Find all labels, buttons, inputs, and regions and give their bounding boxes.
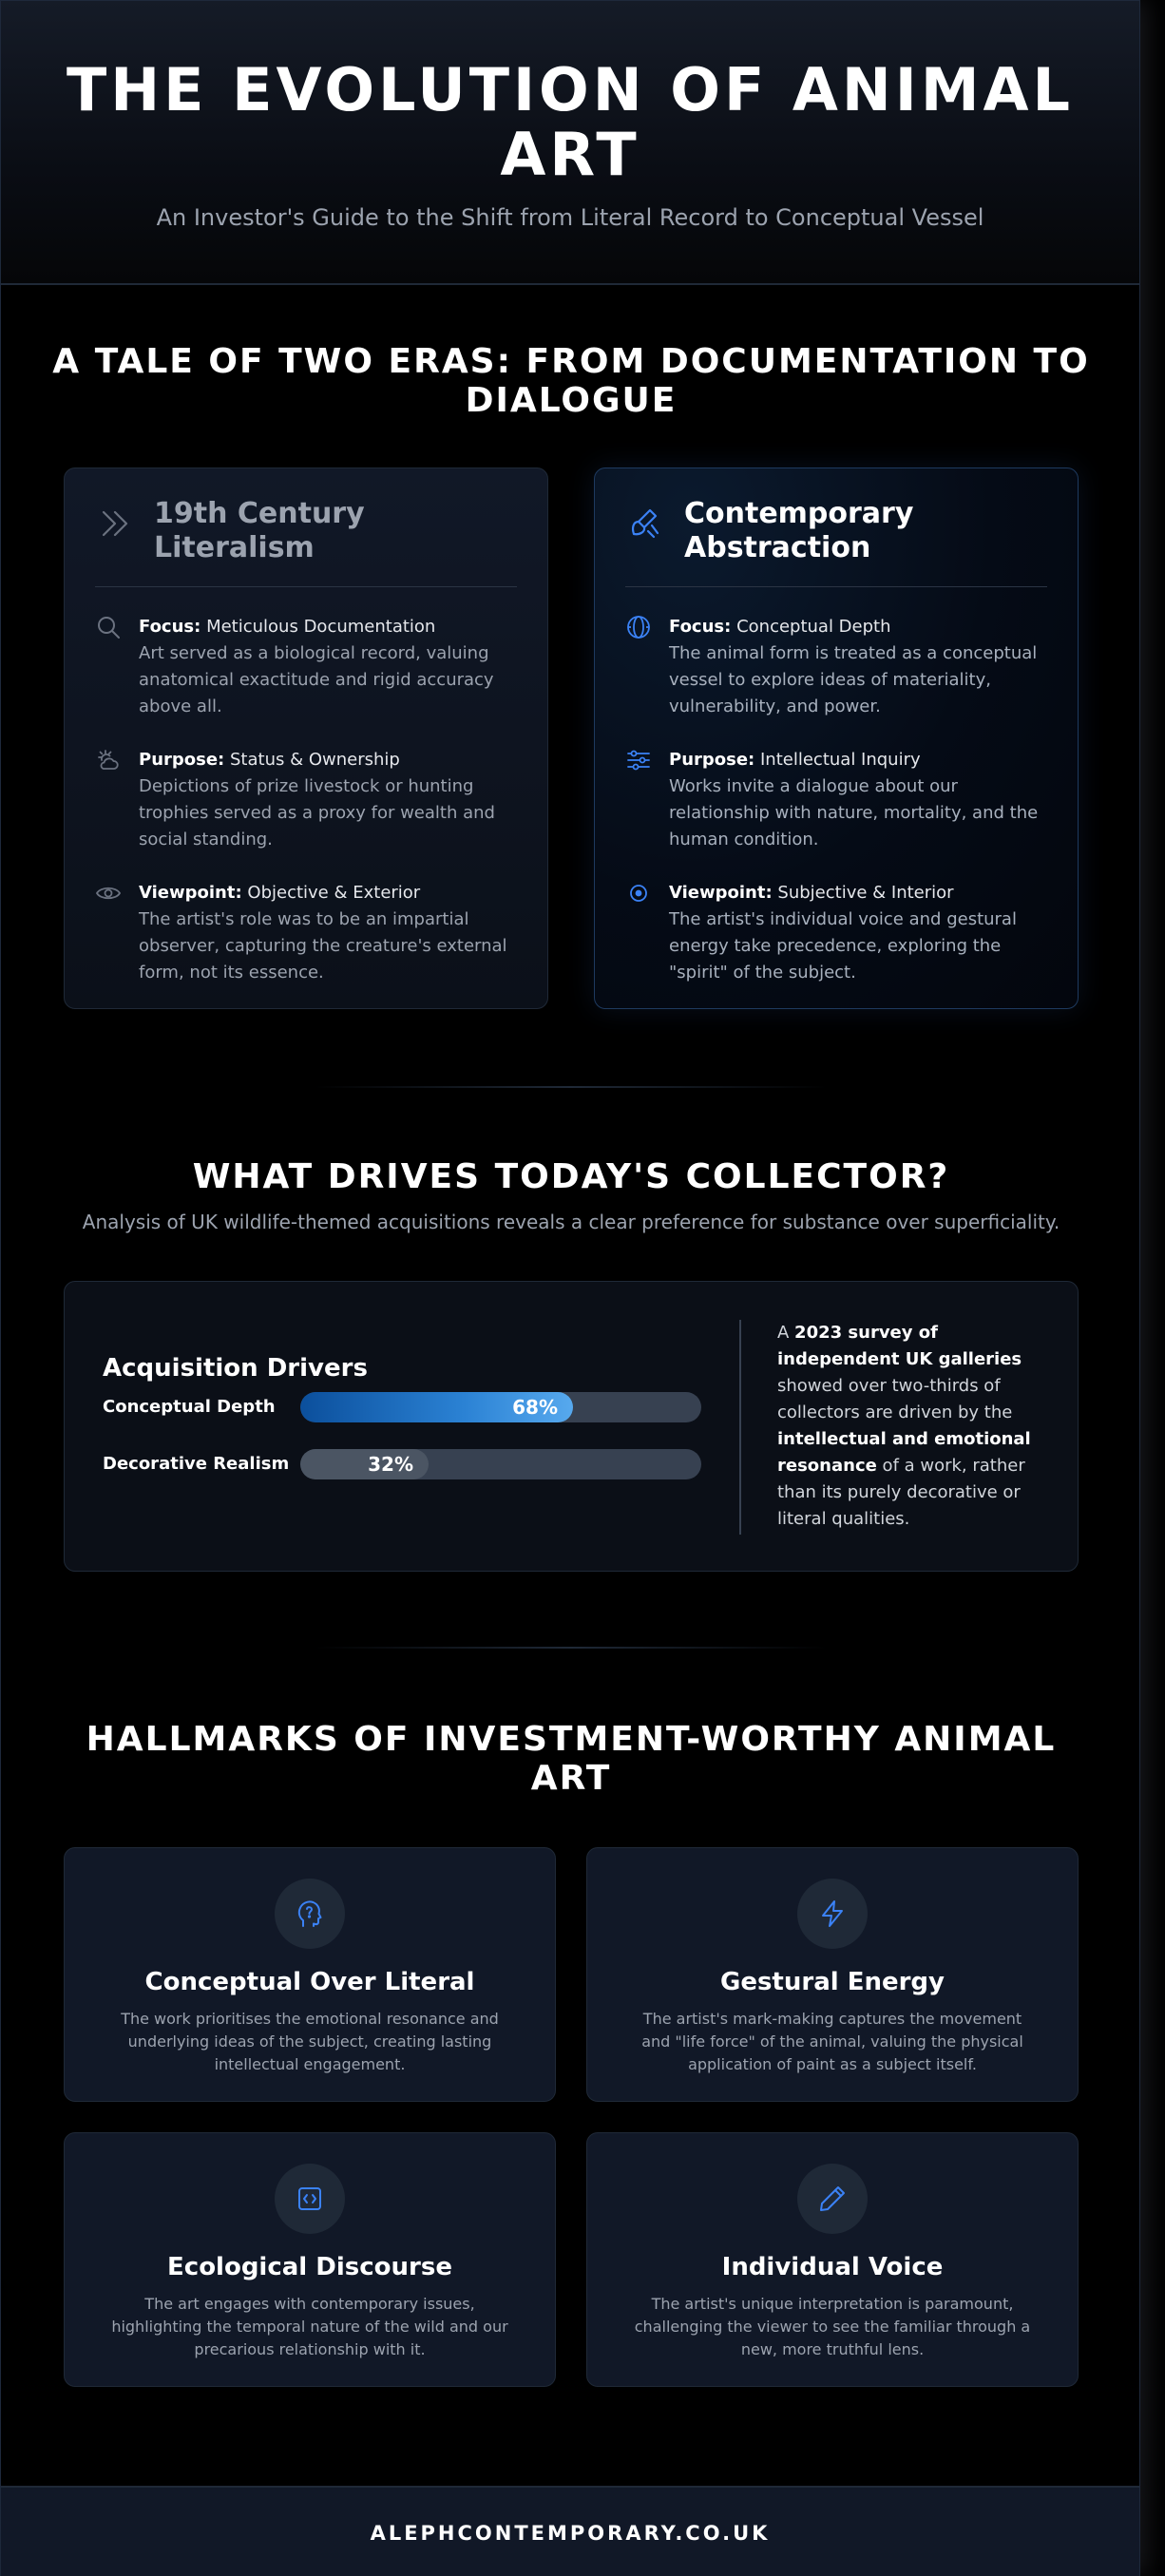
hallmark-description: The art engages with contemporary issues, highlighting the temporal nature of the wild and our precarious relationship with it. <box>111 2295 508 2358</box>
section-divider <box>315 1647 828 1649</box>
chart-title: Acquisition Drivers <box>103 1354 368 1383</box>
era-card-header <box>95 497 517 587</box>
sliders-icon <box>625 747 652 773</box>
page-title: THE EVOLUTION OF ANIMAL ART <box>66 55 1075 190</box>
era-item-value: Status & Ownership <box>230 750 400 770</box>
era-item-label: Purpose: <box>669 750 755 770</box>
era-item-label: Viewpoint: <box>669 883 773 903</box>
hallmark-title: Gestural Energy <box>719 1968 945 1996</box>
footer-website-link[interactable]: ALEPHCONTEMPORARY.CO.UK <box>370 2522 771 2545</box>
bar-track <box>300 1449 701 1479</box>
era-item-value: Objective & Exterior <box>247 883 421 903</box>
eye-icon <box>95 880 122 906</box>
footer <box>1 2486 1139 2576</box>
era-card-abstraction <box>594 467 1079 1009</box>
era-item-value: Conceptual Depth <box>736 617 891 637</box>
sun-cloud-icon <box>95 747 122 773</box>
era-item-focus <box>95 614 517 720</box>
era-item-viewpoint <box>625 880 1047 986</box>
brush-icon <box>625 503 667 544</box>
search-icon <box>95 614 122 640</box>
era-item-value: Meticulous Documentation <box>206 617 436 637</box>
era-item-description: The artist's role was to be an impartial observer, capturing the creature's external form, not its essence. <box>139 909 507 983</box>
bar-track <box>300 1392 701 1422</box>
bar-category-label: Conceptual Depth <box>103 1397 276 1417</box>
bar-value-label: 68% <box>512 1396 558 1419</box>
hallmark-card-individual <box>586 2132 1079 2387</box>
era-item-viewpoint <box>95 880 517 986</box>
note-emphasis: intellectual and emotional resonance <box>777 1429 1031 1476</box>
hallmark-card-gestural <box>586 1847 1079 2102</box>
hallmark-title: Conceptual Over Literal <box>144 1968 475 1996</box>
target-icon <box>625 880 652 906</box>
hallmark-title: Ecological Discourse <box>167 2253 452 2281</box>
era-item-description: The artist's individual voice and gestural energy take precedence, exploring the "spirit" of the subject. <box>669 909 1017 983</box>
eras-section-title: A TALE OF TWO ERAS: FROM DOCUMENTATION TO DIALOGUE <box>52 342 1090 421</box>
era-item-label: Viewpoint: <box>139 883 242 903</box>
hallmark-description: The artist's unique interpretation is paramount, challenging the viewer to see the familiar through a new, more truthful lens. <box>634 2295 1031 2358</box>
note-text: showed over two-thirds of collectors are driven by the <box>777 1376 1013 1422</box>
bar-row-conceptual-depth <box>103 1392 711 1422</box>
head-mind-icon <box>275 1879 345 1949</box>
note-text: A <box>777 1323 795 1343</box>
era-item-description: Depictions of prize livestock or hunting trophies served as a proxy for wealth and social standing. <box>139 776 495 849</box>
lightning-icon <box>797 1879 868 1949</box>
hallmark-title: Individual Voice <box>721 2253 944 2281</box>
hallmark-description: The work prioritises the emotional resonance and underlying ideas of the subject, creating lasting intellectual engagement. <box>121 2010 499 2073</box>
hallmark-card-conceptual <box>64 1847 556 2102</box>
page-subtitle: An Investor's Guide to the Shift from Literal Record to Conceptual Vessel <box>156 204 984 232</box>
pencil-icon <box>797 2164 868 2234</box>
era-heading: Contemporary Abstraction <box>684 497 914 564</box>
era-item-purpose <box>625 747 1047 853</box>
era-item-purpose <box>95 747 517 853</box>
hero-header <box>1 0 1139 285</box>
chevrons-right-icon <box>95 503 137 544</box>
note-emphasis: 2023 survey of independent UK galleries <box>777 1323 1022 1369</box>
era-heading: 19th Century Literalism <box>154 497 365 564</box>
note-text: of a work, rather than its purely decorative or literal qualities. <box>777 1456 1025 1529</box>
survey-note <box>777 1320 1053 1533</box>
era-item-value: Subjective & Interior <box>777 883 954 903</box>
vertical-divider <box>739 1320 741 1535</box>
hallmark-description: The artist's mark-making captures the movement and "life force" of the animal, valuing the physical application of paint as a subject itself. <box>641 2010 1023 2073</box>
bar-row-decorative-realism <box>103 1449 711 1479</box>
era-item-label: Purpose: <box>139 750 225 770</box>
collector-subtitle: Analysis of UK wildlife-themed acquisitions reveals a clear preference for substance over superficiality. <box>82 1211 1060 1233</box>
era-item-label: Focus: <box>139 617 201 637</box>
code-square-icon <box>275 2164 345 2234</box>
acquisition-drivers-card <box>64 1281 1079 1572</box>
era-card-literalism <box>64 467 548 1009</box>
era-item-description: The animal form is treated as a conceptual vessel to explore ideas of materiality, vulnerability, and power. <box>669 643 1038 716</box>
hallmarks-section-title: HALLMARKS OF INVESTMENT-WORTHY ANIMAL ART <box>86 1720 1057 1799</box>
era-item-value: Intellectual Inquiry <box>760 750 921 770</box>
bar-value-label: 32% <box>368 1453 413 1476</box>
era-item-description: Art served as a biological record, valuing anatomical exactitude and rigid accuracy above all. <box>139 643 494 716</box>
bar-category-label: Decorative Realism <box>103 1454 290 1474</box>
era-card-header <box>625 497 1047 587</box>
section-divider <box>315 1086 828 1088</box>
hallmark-card-ecological <box>64 2132 556 2387</box>
era-item-description: Works invite a dialogue about our relationship with nature, mortality, and the human condition. <box>669 776 1039 849</box>
orb-icon <box>625 614 652 640</box>
acquisition-drivers-chart <box>103 1354 711 1476</box>
era-item-focus <box>625 614 1047 720</box>
era-item-label: Focus: <box>669 617 732 637</box>
collector-section-title: WHAT DRIVES TODAY'S COLLECTOR? <box>192 1157 950 1196</box>
